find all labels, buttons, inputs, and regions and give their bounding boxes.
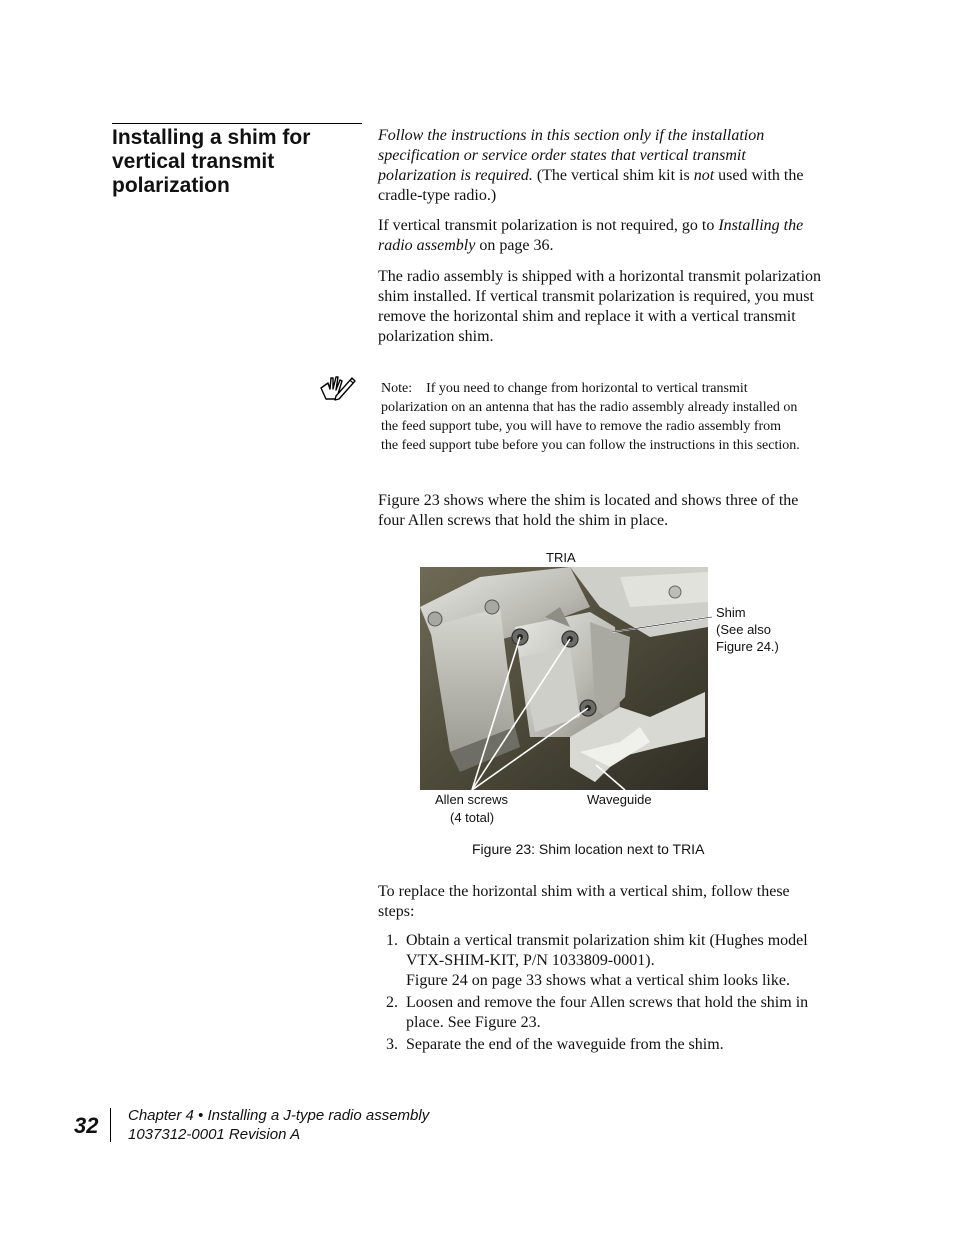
step-subtext: Figure 24 on page 33 shows what a vertical shim looks like. (406, 972, 790, 989)
intro-text-a: (The vertical shim kit is (532, 167, 694, 184)
footer-doc-id: 1037312-0001 Revision A (128, 1126, 301, 1143)
page-number: 32 (74, 1113, 99, 1138)
list-item (378, 1035, 828, 1055)
note-pencil-icon (318, 372, 356, 402)
list-item (378, 931, 828, 991)
step-text: Loosen and remove the four Allen screws that hold the shim in place. See Figure 23. (406, 994, 809, 1031)
intro-emphasis: not (693, 167, 715, 184)
figure-label-tria: TRIA (546, 550, 576, 565)
cross-reference-link[interactable]: Installing the radio assembly (378, 217, 804, 254)
intro-paragraph-3: The radio assembly is shipped with a horizontal transmit polarization shim installed. If vertical transmit polarization is required, you must remove the horizontal shim and replace it with a vertical transmit polarization shim. (378, 268, 822, 345)
figure-label-allen-1: Allen screws (435, 792, 508, 807)
figure-label-waveguide: Waveguide (587, 792, 652, 807)
step-text: Separate the end of the waveguide from the shim. (406, 1036, 724, 1053)
note-block (381, 379, 801, 455)
step-number: 3. (386, 1036, 398, 1053)
intro-text-b: used with the cradle-type radio.) (378, 167, 804, 204)
steps-intro-paragraph: To replace the horizontal shim with a vertical shim, follow these steps: (378, 883, 790, 920)
figure-label-shim-1: Shim (716, 605, 746, 620)
step-text: Obtain a vertical transmit polarization shim kit (Hughes model VTX-SHIM-KIT, P/N 1033809-0001). (406, 932, 808, 969)
section-rule (112, 123, 362, 124)
intro-italic: Follow the instructions in this section only if the installation specification or service order states that vertical transmit polarization is required. (378, 127, 765, 184)
step-number: 2. (386, 994, 398, 1011)
figure-label-shim-3: Figure 24.) (716, 639, 779, 654)
figure-photo (420, 567, 708, 790)
footer-text (128, 1106, 429, 1144)
list-item (378, 993, 828, 1033)
figure-intro-paragraph: Figure 23 shows where the shim is located and shows three of the four Allen screws that hold the shim in place. (378, 492, 799, 529)
p2-text-b: on page 36. (475, 237, 554, 254)
figure-caption: Figure 23: Shim location next to TRIA (472, 841, 705, 857)
intro-paragraph-1 (378, 126, 828, 206)
section-title: Installing a shim for vertical transmit polarization (112, 126, 311, 197)
steps-list (378, 931, 828, 1057)
step-number: 1. (386, 932, 398, 949)
intro-paragraph-2 (378, 216, 828, 256)
figure-label-allen-2: (4 total) (450, 810, 495, 825)
note-text: If you need to change from horizontal to vertical transmit polarization on an antenna that has the radio assembly already installed on the feed support tube, you will have to remove the radio assembly from the feed support tube before you can follow the instructions in this section. (381, 381, 800, 453)
footer-chapter: Chapter 4 • Installing a J-type radio assembly (128, 1107, 430, 1124)
figure-label-shim-2: (See also (716, 622, 771, 637)
note-label: Note: (381, 381, 413, 396)
footer-divider (110, 1108, 111, 1142)
p2-text-a: If vertical transmit polarization is not required, go to (378, 217, 719, 234)
